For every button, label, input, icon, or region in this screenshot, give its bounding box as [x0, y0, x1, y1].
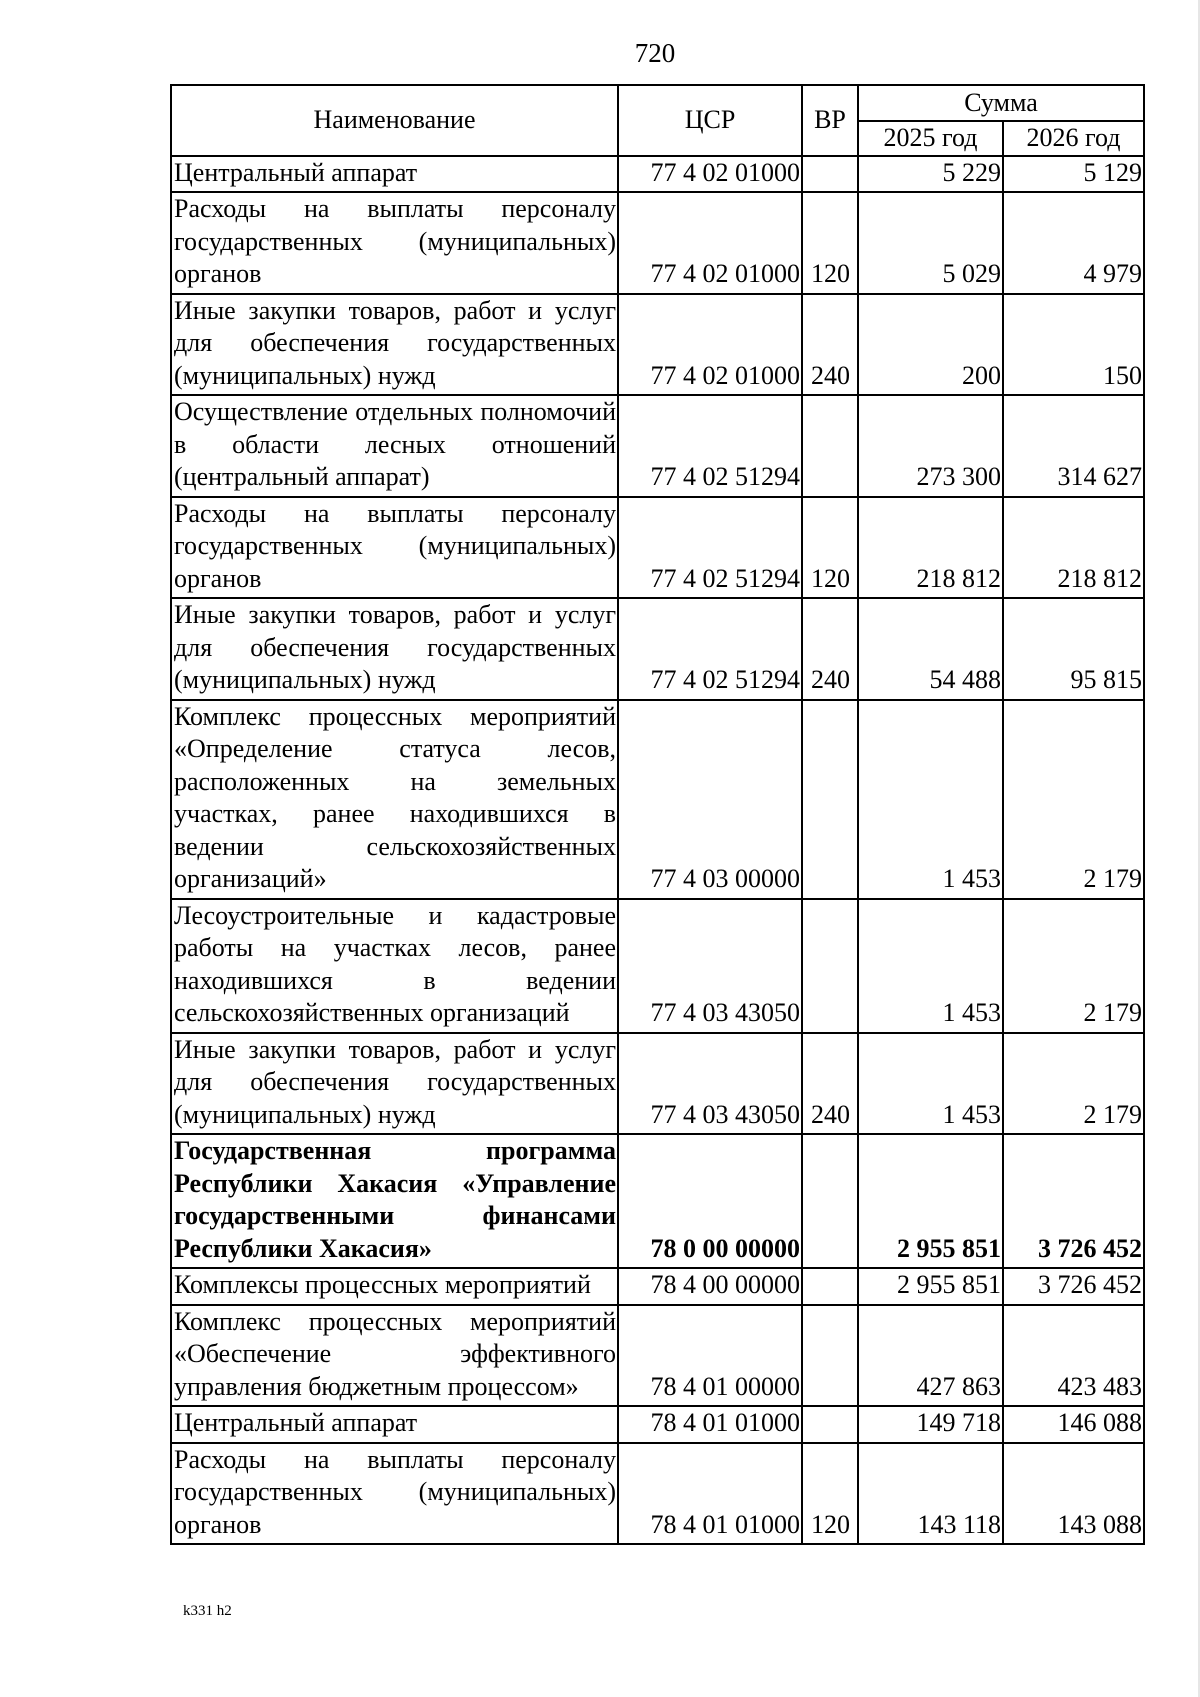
row-sum-2025: 1 453	[858, 899, 1003, 1033]
row-vr: 240	[802, 1033, 858, 1135]
row-name: Лесоустроительные и кадастровые работы на участках лесов, ранее находившихся в ведении сельскохозяйственных организаций	[171, 899, 618, 1033]
header-csr: ЦСР	[618, 85, 802, 156]
row-csr: 78 0 00 00000	[618, 1134, 802, 1268]
row-name: Центральный аппарат	[171, 1406, 618, 1443]
table-row	[171, 497, 1144, 599]
row-vr	[802, 395, 858, 497]
row-sum-2025: 149 718	[858, 1406, 1003, 1443]
row-vr: 120	[802, 497, 858, 599]
table-row	[171, 1134, 1144, 1268]
row-csr: 77 4 03 43050	[618, 1033, 802, 1135]
row-sum-2026: 146 088	[1003, 1406, 1144, 1443]
row-sum-2026: 3 726 452	[1003, 1134, 1144, 1268]
row-vr	[802, 1406, 858, 1443]
row-sum-2026: 150	[1003, 294, 1144, 396]
footer-code: k331 h2	[183, 1603, 232, 1619]
row-vr: 240	[802, 598, 858, 700]
row-vr: 240	[802, 294, 858, 396]
row-sum-2025: 2 955 851	[858, 1268, 1003, 1305]
row-name: Иные закупки товаров, работ и услуг для обеспечения государственных (муниципальных) нужд	[171, 1033, 618, 1135]
row-csr: 77 4 02 51294	[618, 598, 802, 700]
header-year-2026: 2026 год	[1003, 121, 1144, 156]
row-vr	[802, 1134, 858, 1268]
row-name: Государственная программа Республики Хакасия «Управление государственными финансами Республики Хакасия»	[171, 1134, 618, 1268]
row-sum-2025: 2 955 851	[858, 1134, 1003, 1268]
row-name: Расходы на выплаты персоналу государственных (муниципальных) органов	[171, 497, 618, 599]
row-sum-2026: 2 179	[1003, 1033, 1144, 1135]
row-vr: 120	[802, 192, 858, 294]
row-csr: 77 4 02 01000	[618, 294, 802, 396]
row-name: Осуществление отдельных полномочий в области лесных отношений (центральный аппарат)	[171, 395, 618, 497]
row-sum-2025: 200	[858, 294, 1003, 396]
row-csr: 77 4 03 00000	[618, 700, 802, 899]
row-name: Центральный аппарат	[171, 156, 618, 193]
row-name: Иные закупки товаров, работ и услуг для обеспечения государственных (муниципальных) нужд	[171, 598, 618, 700]
row-csr: 77 4 02 01000	[618, 192, 802, 294]
row-sum-2025: 427 863	[858, 1305, 1003, 1407]
row-csr: 77 4 03 43050	[618, 899, 802, 1033]
row-sum-2026: 5 129	[1003, 156, 1144, 193]
row-csr: 78 4 01 00000	[618, 1305, 802, 1407]
row-name: Расходы на выплаты персоналу государственных (муниципальных) органов	[171, 1443, 618, 1545]
row-csr: 78 4 01 01000	[618, 1443, 802, 1545]
row-sum-2026: 423 483	[1003, 1305, 1144, 1407]
row-name: Расходы на выплаты персоналу государственных (муниципальных) органов	[171, 192, 618, 294]
row-sum-2025: 1 453	[858, 700, 1003, 899]
row-csr: 77 4 02 51294	[618, 395, 802, 497]
row-sum-2026: 2 179	[1003, 700, 1144, 899]
header-name: Наименование	[171, 85, 618, 156]
row-sum-2026: 4 979	[1003, 192, 1144, 294]
table-row	[171, 156, 1144, 193]
row-name: Комплексы процессных мероприятий	[171, 1268, 618, 1305]
row-vr	[802, 156, 858, 193]
row-csr: 77 4 02 51294	[618, 497, 802, 599]
row-sum-2026: 314 627	[1003, 395, 1144, 497]
row-sum-2026: 95 815	[1003, 598, 1144, 700]
row-vr	[802, 700, 858, 899]
row-sum-2025: 5 229	[858, 156, 1003, 193]
row-vr	[802, 899, 858, 1033]
table-row	[171, 192, 1144, 294]
row-sum-2026: 218 812	[1003, 497, 1144, 599]
row-name: Комплекс процессных мероприятий «Определение статуса лесов, расположенных на земельных участках, ранее находившихся в ведении сельскохозяйственных организаций»	[171, 700, 618, 899]
table-row	[171, 1443, 1144, 1545]
row-csr: 78 4 01 01000	[618, 1406, 802, 1443]
table-row	[171, 700, 1144, 899]
header-year-2025: 2025 год	[858, 121, 1003, 156]
row-sum-2025: 5 029	[858, 192, 1003, 294]
row-vr	[802, 1305, 858, 1407]
table-body	[171, 156, 1144, 1545]
row-sum-2025: 143 118	[858, 1443, 1003, 1545]
table-row	[171, 1406, 1144, 1443]
header-sum: Сумма	[858, 85, 1144, 121]
row-sum-2025: 218 812	[858, 497, 1003, 599]
budget-table	[170, 84, 1145, 1545]
table-row	[171, 1305, 1144, 1407]
row-vr	[802, 1268, 858, 1305]
page-number: 720	[634, 38, 676, 68]
table-row	[171, 598, 1144, 700]
row-sum-2026: 2 179	[1003, 899, 1144, 1033]
row-name: Комплекс процессных мероприятий «Обеспечение эффективного управления бюджетным процессом»	[171, 1305, 618, 1407]
header-vr: ВР	[802, 85, 858, 156]
table-row	[171, 395, 1144, 497]
row-sum-2025: 1 453	[858, 1033, 1003, 1135]
table-row	[171, 1268, 1144, 1305]
row-csr: 78 4 00 00000	[618, 1268, 802, 1305]
row-sum-2026: 3 726 452	[1003, 1268, 1144, 1305]
row-vr: 120	[802, 1443, 858, 1545]
row-sum-2025: 54 488	[858, 598, 1003, 700]
row-csr: 77 4 02 01000	[618, 156, 802, 193]
row-name: Иные закупки товаров, работ и услуг для обеспечения государственных (муниципальных) нужд	[171, 294, 618, 396]
row-sum-2026: 143 088	[1003, 1443, 1144, 1545]
table-row	[171, 1033, 1144, 1135]
row-sum-2025: 273 300	[858, 395, 1003, 497]
table-row	[171, 294, 1144, 396]
table-row	[171, 899, 1144, 1033]
